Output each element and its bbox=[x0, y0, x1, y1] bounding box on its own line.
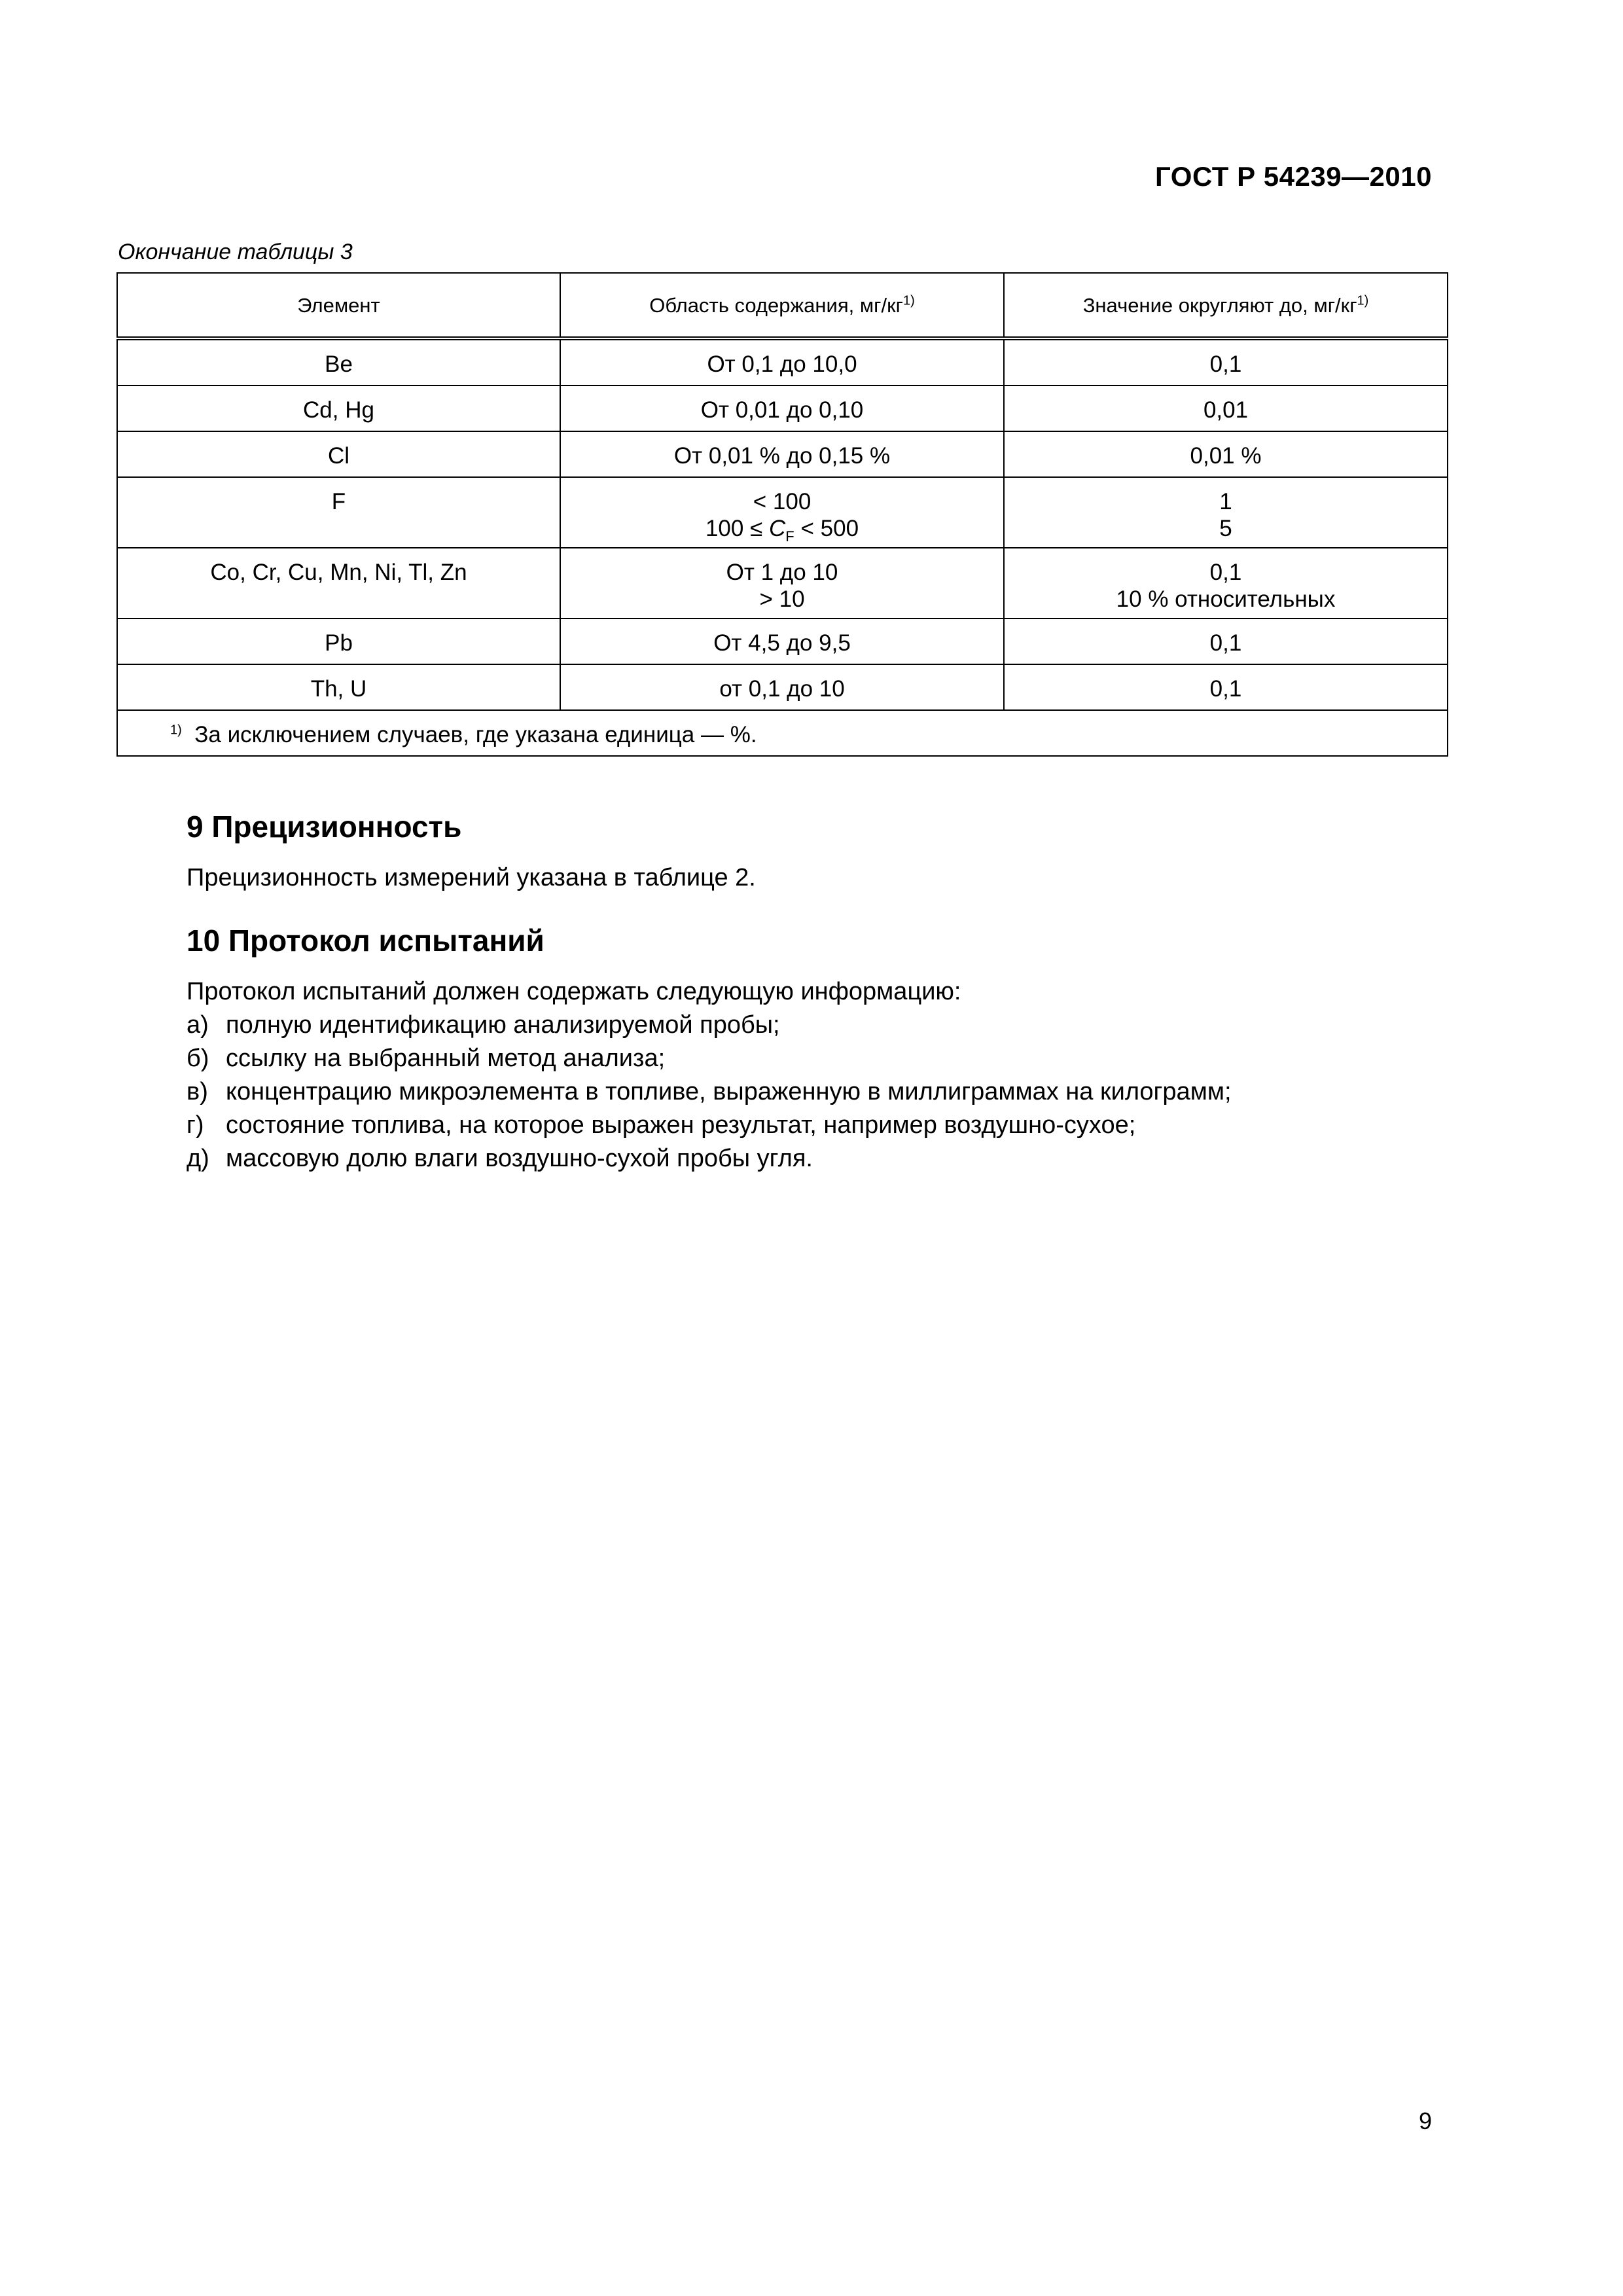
table-row bbox=[117, 619, 1448, 664]
footnote-ref: 1) bbox=[902, 293, 915, 308]
cell-range: От 1 до 10 > 10 bbox=[560, 548, 1004, 619]
header-rounding: Значение округляют до, $мг/кг^{1)}$ bbox=[1004, 273, 1448, 338]
document-code: ГОСТ Р 54239—2010 bbox=[1155, 161, 1432, 192]
footnote-mark: 1) bbox=[170, 723, 182, 738]
cell-element: Pb bbox=[117, 619, 560, 664]
cell-rounding: 0,1 bbox=[1004, 338, 1448, 386]
cell-rounding: 0,1 bbox=[1004, 664, 1448, 710]
protocol-items-list bbox=[187, 1009, 1232, 1175]
header-range: Область содержания, $мг/кг^{1)}$ bbox=[560, 273, 1004, 338]
cell-range: от 0,1 до 10 bbox=[560, 664, 1004, 710]
list-item: б) ссылку на выбранный метод анализа; bbox=[187, 1045, 666, 1072]
cell-rounding: 0,01 % bbox=[1004, 431, 1448, 477]
section-10-intro: Протокол испытаний должен содержать следующую информацию: bbox=[187, 978, 961, 1005]
cell-rounding: 0,1 10 % относительных bbox=[1004, 548, 1448, 619]
cell-range: От 0,01 до 0,10 bbox=[560, 386, 1004, 431]
section-10-title: 10 Протокол испытаний bbox=[187, 924, 544, 958]
table-row bbox=[117, 386, 1448, 431]
cell-element: Cl bbox=[117, 431, 560, 477]
cell-rounding: 0,01 bbox=[1004, 386, 1448, 431]
table-footnote-row bbox=[117, 710, 1448, 756]
cell-element: Cd, Hg bbox=[117, 386, 560, 431]
cell-element: Co, Cr, Cu, Mn, Ni, Tl, Zn bbox=[117, 548, 560, 619]
section-9-text: Прецизионность измерений указана в таблице 2. bbox=[187, 864, 756, 891]
list-item: в) концентрацию микроэлемента в топливе, выраженную в миллиграммах на килограмм; bbox=[187, 1078, 1232, 1105]
list-item: г) состояние топлива, на которое выражен результат, например воздушно-сухое; bbox=[187, 1111, 1136, 1139]
table-row bbox=[117, 431, 1448, 477]
table-caption: Окончание таблицы 3 bbox=[118, 240, 353, 264]
table-row bbox=[117, 664, 1448, 710]
cell-range: От 4,5 до 9,5 bbox=[560, 619, 1004, 664]
page-number: 9 bbox=[1418, 2108, 1432, 2134]
table-row bbox=[117, 548, 1448, 619]
header-element: Элемент bbox=[117, 273, 560, 338]
list-item: д) массовую долю влаги воздушно-сухой пробы угля. bbox=[187, 1145, 813, 1172]
table-header-row bbox=[117, 273, 1448, 338]
cell-element: F bbox=[117, 477, 560, 548]
table-row bbox=[117, 477, 1448, 548]
cell-rounding: 1 5 bbox=[1004, 477, 1448, 548]
table-row bbox=[117, 338, 1448, 386]
cell-element: Th, U bbox=[117, 664, 560, 710]
cell-element: Be bbox=[117, 338, 560, 386]
list-item: а) полную идентификацию анализируемой пробы; bbox=[187, 1011, 780, 1039]
concentration-symbol: C bbox=[769, 516, 786, 541]
section-9-title: 9 Прецизионность bbox=[187, 810, 462, 844]
cell-range: От 0,01 % до 0,15 % bbox=[560, 431, 1004, 477]
elements-table bbox=[116, 272, 1448, 757]
cell-range: < 100 $100 \le C_F < 500$ bbox=[560, 477, 1004, 548]
footnote-ref: 1) bbox=[1357, 293, 1369, 308]
table-footnote: $^{1)}$ За исключением случаев, где указана единица — %. bbox=[117, 710, 1448, 756]
cell-rounding: 0,1 bbox=[1004, 619, 1448, 664]
cell-range: От 0,1 до 10,0 bbox=[560, 338, 1004, 386]
